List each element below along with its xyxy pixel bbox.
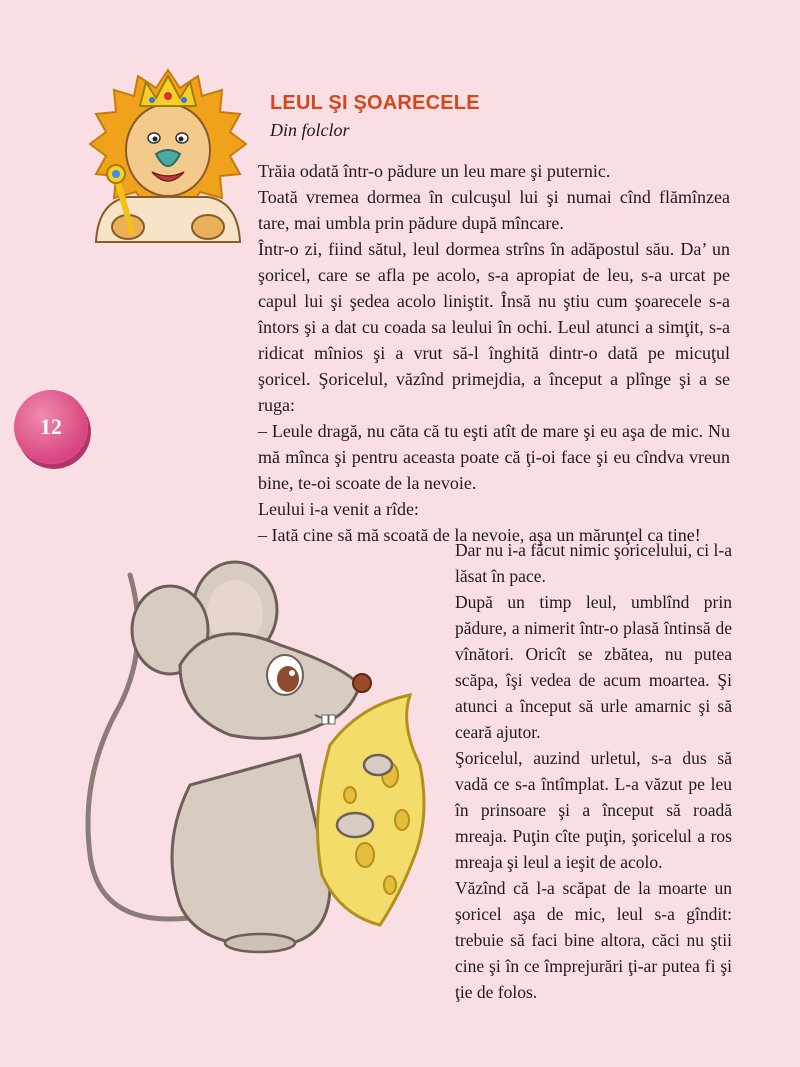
paragraph: – Leule dragă, nu căta că tu eşti atît de mare şi eu aşa de mic. Nu mă mînca şi pentru aceasta poate că ţi-oi face şi eu cîndva vreun bine, te-oi scoate de la nevoie.: [258, 421, 730, 493]
paragraph: După un timp leul, umblînd prin pădure, a nimerit într-o plasă întinsă de vînători. Oricît se zbătea, nu putea scăpa, îşi vedea de acum moartea. Şi atunci a început să urle amarnic şi să ceară ajutor.: [455, 592, 732, 742]
paragraph: Într-o zi, fiind sătul, leul dormea strîns în adăpostul său. Da’ un şoricel, care se afla pe acolo, s-a apropiat de leu, s-a urcat pe capul lui şi şedea acolo liniştit. Însă nu ştiu cum şoarecele s-a întors şi a dat cu coada sa leului în ochi. Leul atunci a simţit, s-a ridicat mînios şi a vrut să-l înghită dintr-o dată pe micuţul şoricel. Şoricelul, văzînd primejdia, a început a plînge şi a se ruga:: [258, 239, 730, 415]
story-text-side: [455, 537, 732, 1005]
cheese-icon: [318, 695, 425, 925]
story-text-top: [258, 158, 730, 548]
paragraph: – Iată cine să mă scoată de la nevoie, aşa un mărunţel ca tine!: [258, 525, 701, 545]
paragraph: Şoricelul, auzind urletul, s-a dus să vadă ce s-a întîmplat. L-a văzut pe leu în prinsoare şi a început să roadă mreaja. Puţin cîte puţin, şoricelul a ros mreaja şi leul a ieşit de acolo.: [455, 748, 732, 872]
paragraph: Dar nu i-a făcut nimic şoricelului, ci l-a lăsat în pace.: [455, 540, 732, 586]
story-subtitle: Din folclor: [270, 120, 350, 140]
story-title: LEUL ŞI ŞOARECELE: [270, 92, 480, 114]
paragraph: Văzînd că l-a scăpat de la moarte un şoricel aşa de mic, leul s-a gîndit: trebuie să faci bine altora, căci nu ştii cine şi în ce împrejurări ţi-ar putea fi şi ţie de folos.: [455, 878, 732, 1002]
mouse-body: [172, 755, 330, 946]
paragraph: Leului i-a venit a rîde:: [258, 499, 419, 519]
crown-icon: [140, 76, 196, 106]
lion-illustration: [88, 62, 248, 252]
page-number-badge: 12: [14, 390, 88, 464]
mouse-illustration: [60, 555, 450, 955]
paragraph: Trăia odată într-o pădure un leu mare şi puternic.: [258, 161, 611, 181]
paragraph: Toată vremea dormea în culcuşul lui şi numai cînd flămînzea tare, mai umbla prin pădure după mîncare.: [258, 187, 730, 233]
